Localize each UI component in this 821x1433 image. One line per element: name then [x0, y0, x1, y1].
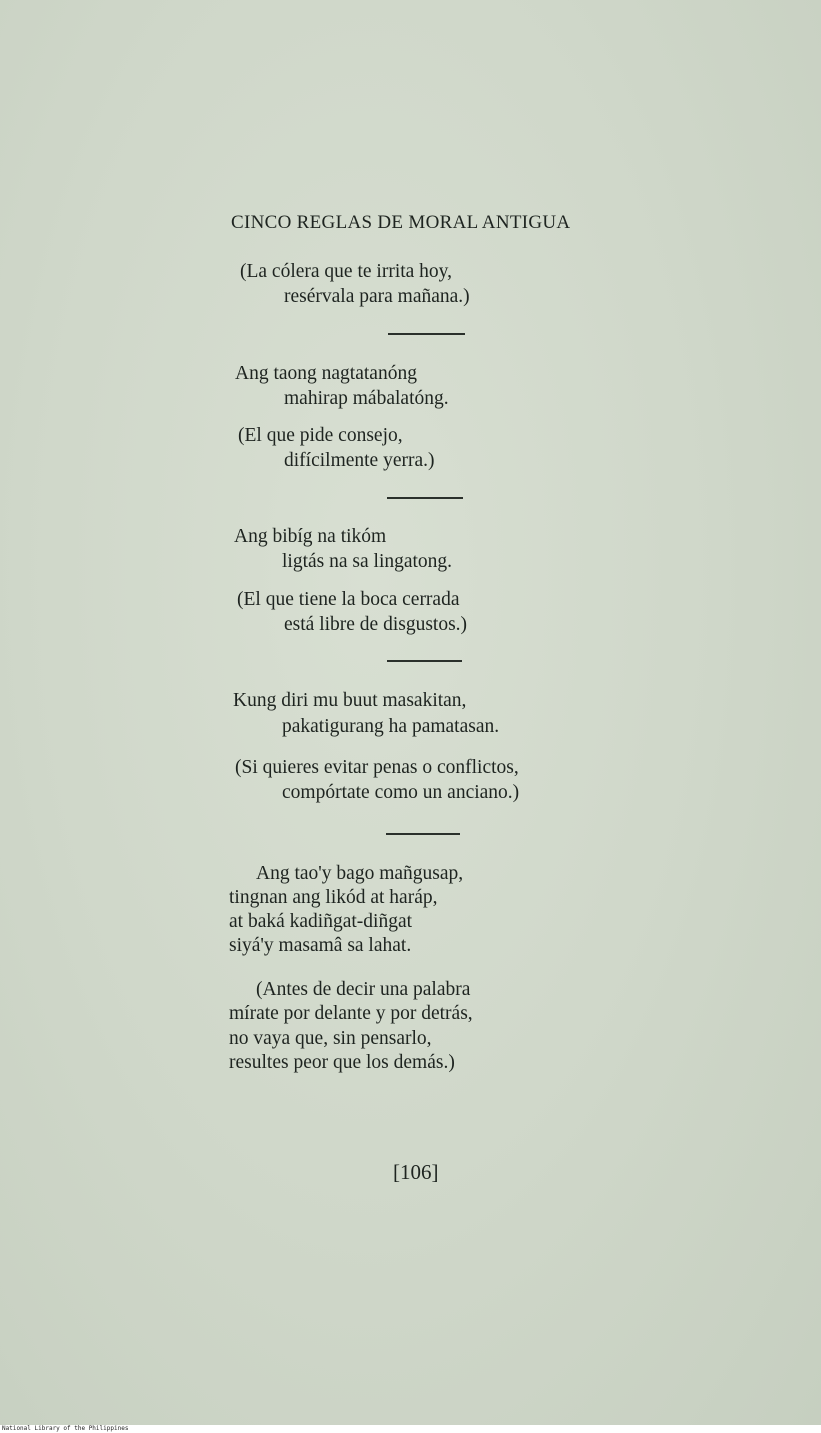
section-divider [387, 497, 463, 499]
rule-2-tagalog-line-2: ligtás na sa lingatong. [282, 551, 453, 572]
rule-1-spanish-line-1: (El que pide consejo, [238, 425, 403, 446]
rule-1-tagalog-line-1: Ang taong nagtatanóng [235, 363, 417, 384]
rule-4-spanish-line-2: mírate por delante y por detrás, [229, 1003, 473, 1024]
rule-4-tagalog-line-2: tingnan ang likód at haráp, [229, 887, 438, 908]
epigraph-line-1: (La cólera que te irrita hoy, [240, 261, 453, 282]
footer-credit: National Library of the Philippines [2, 1425, 129, 1432]
epigraph-line-2: resérvala para mañana.) [284, 286, 470, 307]
rule-3-spanish-line-1: (Si quieres evitar penas o conflictos, [235, 757, 519, 778]
section-divider [386, 833, 460, 835]
rule-4-tagalog-line-3: at baká kadiñgat-diñgat [229, 911, 413, 932]
rule-2-tagalog-line-1: Ang bibíg na tikóm [234, 526, 387, 547]
rule-2-spanish-line-1: (El que tiene la boca cerrada [237, 589, 460, 610]
page-number: [106] [393, 1160, 439, 1184]
rule-4-tagalog-line-1: Ang tao'y bago mañgusap, [256, 863, 464, 884]
page-title: CINCO REGLAS DE MORAL ANTIGUA [231, 212, 571, 233]
rule-4-spanish-line-4: resultes peor que los demás.) [229, 1052, 455, 1073]
rule-4-spanish-line-1: (Antes de decir una palabra [256, 979, 471, 1000]
rule-3-tagalog-line-2: pakatigurang ha pamatasan. [282, 716, 500, 737]
rule-2-spanish-line-2: está libre de disgustos.) [284, 614, 468, 635]
rule-1-spanish-line-2: difícilmente yerra.) [284, 450, 435, 471]
section-divider [388, 333, 465, 335]
rule-3-spanish-line-2: compórtate como un anciano.) [282, 782, 520, 803]
rule-1-tagalog-line-2: mahirap mábalatóng. [284, 388, 449, 409]
rule-4-tagalog-line-4: siyá'y masamâ sa lahat. [229, 935, 412, 956]
rule-4-spanish-line-3: no vaya que, sin pensarlo, [229, 1028, 432, 1049]
section-divider [387, 660, 462, 662]
rule-3-tagalog-line-1: Kung diri mu buut masakitan, [233, 690, 467, 711]
